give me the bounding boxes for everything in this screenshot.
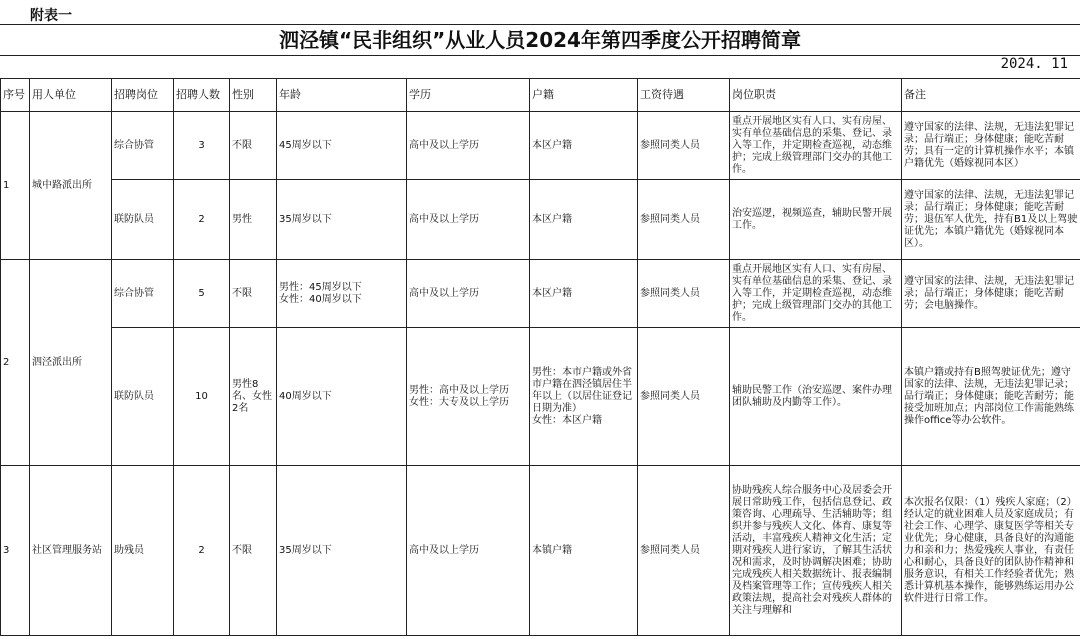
- table-row: [1, 328, 1080, 466]
- row-post: 助残员: [112, 466, 174, 636]
- header-hukou: 户籍: [530, 79, 638, 112]
- row-duty: 协助残疾人综合服务中心及居委会开展日常助残工作，包括信息登记、政策咨询、心理疏导、生活辅助等；组织并参与残疾人文化、体育、康复等活动，丰富残疾人精神文化生活；定期对残疾人进行家访，了解其生活状况和需求，及时协调解决困难；协助完成残疾人相关数据统计、报表编制及档案管理等工作；宣传残疾人相关政策法规，提高社会对残疾人群体的关注与理解和: [730, 466, 902, 636]
- page-title: 泗泾镇“民非组织”从业人员2024年第四季度公开招聘简章: [279, 28, 801, 52]
- divider: [0, 55, 1080, 56]
- row-count: 2: [174, 466, 230, 636]
- row-index: 1: [1, 112, 30, 260]
- row-hukou: 男性：本市户籍或外省市户籍在泗泾镇居住半年以上（以居住证登记日期为准） 女性：本区户籍: [530, 328, 638, 466]
- header-education: 学历: [407, 79, 530, 112]
- table-row: [1, 260, 1080, 328]
- row-note: 本镇户籍或持有B照驾驶证优先；遵守国家的法律、法规，无违法犯罪记录；品行端正；身体健康；能吃苦耐劳；能接受加班加点；内部岗位工作需能熟练操作office等办公软件。: [902, 328, 1080, 466]
- row-salary: 参照同类人员: [638, 112, 730, 180]
- row-post: 联防队员: [112, 180, 174, 260]
- row-duty: 辅助民警工作（治安巡逻、案件办理团队辅助及内勤等工作）。: [730, 328, 902, 466]
- row-education: 高中及以上学历: [407, 112, 530, 180]
- row-count: 3: [174, 112, 230, 180]
- row-count: 5: [174, 260, 230, 328]
- issue-date: 2024. 11: [1000, 56, 1068, 72]
- row-age: 35周岁以下: [277, 180, 407, 260]
- row-hukou: 本区户籍: [530, 112, 638, 180]
- row-gender: 不限: [230, 112, 277, 180]
- row-education: 高中及以上学历: [407, 260, 530, 328]
- row-age: 35周岁以下: [277, 466, 407, 636]
- row-salary: 参照同类人员: [638, 466, 730, 636]
- row-count: 10: [174, 328, 230, 466]
- row-duty: 重点开展地区实有人口、实有房屋、实有单位基础信息的采集、登记、录入等工作，并定期检查巡视，动态维护；完成上级管理部门交办的其他工作。: [730, 112, 902, 180]
- header-duty: 岗位职责: [730, 79, 902, 112]
- row-unit: 社区管理服务站: [30, 466, 112, 636]
- row-index: 3: [1, 466, 30, 636]
- row-education: 男性：高中及以上学历 女性：大专及以上学历: [407, 328, 530, 466]
- header-salary: 工资待遇: [638, 79, 730, 112]
- row-salary: 参照同类人员: [638, 180, 730, 260]
- row-duty: 重点开展地区实有人口、实有房屋、实有单位基础信息的采集、登记、录入等工作，并定期检查巡视，动态维护；完成上级管理部门交办的其他工作。: [730, 260, 902, 328]
- row-salary: 参照同类人员: [638, 328, 730, 466]
- header-age: 年龄: [277, 79, 407, 112]
- row-education: 高中及以上学历: [407, 180, 530, 260]
- row-note: 遵守国家的法律、法规，无违法犯罪记录；品行端正；身体健康；能吃苦耐劳；退伍军人优先，持有B1及以上驾驶证优先；本镇户籍优先（婚嫁视同本区）。: [902, 180, 1080, 260]
- header-post: 招聘岗位: [112, 79, 174, 112]
- header-note: 备注: [902, 79, 1080, 112]
- table-row: [1, 180, 1080, 260]
- row-age: 男性：45周岁以下 女性：40周岁以下: [277, 260, 407, 328]
- row-post: 综合协管: [112, 260, 174, 328]
- appendix-label: 附表一: [30, 8, 72, 24]
- row-note: 遵守国家的法律、法规，无违法犯罪记录；品行端正；身体健康；能吃苦耐劳；具有一定的计算机操作水平；本镇户籍优先（婚嫁视同本区）: [902, 112, 1080, 180]
- row-post: 综合协管: [112, 112, 174, 180]
- row-hukou: 本区户籍: [530, 180, 638, 260]
- table-row: [1, 112, 1080, 180]
- row-gender: 不限: [230, 260, 277, 328]
- row-salary: 参照同类人员: [638, 260, 730, 328]
- row-age: 45周岁以下: [277, 112, 407, 180]
- row-note: 本次报名仅限：（1）残疾人家庭；（2）经认定的就业困难人员及家庭成员；有社会工作、心理学、康复医学等相关专业优先；身心健康，具备良好的沟通能力和亲和力；热爱残疾人事业，有责任心和耐心，具备良好的团队协作精神和服务意识，有相关工作经验者优先；熟悉计算机基本操作，能够熟练运用办公软件进行日常工作。: [902, 466, 1080, 636]
- row-gender: 男性8名、女性2名: [230, 328, 277, 466]
- divider: [0, 24, 1080, 25]
- header-gender: 性别: [230, 79, 277, 112]
- row-gender: 不限: [230, 466, 277, 636]
- header-row: [1, 79, 1080, 112]
- header-count: 招聘人数: [174, 79, 230, 112]
- recruitment-table: [0, 78, 1080, 636]
- row-unit: 泗泾派出所: [30, 260, 112, 466]
- row-gender: 男性: [230, 180, 277, 260]
- row-note: 遵守国家的法律、法规，无违法犯罪记录；品行端正；身体健康；能吃苦耐劳；会电脑操作。: [902, 260, 1080, 328]
- row-education: 高中及以上学历: [407, 466, 530, 636]
- row-unit: 城中路派出所: [30, 112, 112, 260]
- row-post: 联防队员: [112, 328, 174, 466]
- header-unit: 用人单位: [30, 79, 112, 112]
- row-count: 2: [174, 180, 230, 260]
- table-row: [1, 466, 1080, 636]
- row-hukou: 本区户籍: [530, 260, 638, 328]
- row-duty: 治安巡逻，视频巡查，辅助民警开展工作。: [730, 180, 902, 260]
- row-age: 40周岁以下: [277, 328, 407, 466]
- row-hukou: 本镇户籍: [530, 466, 638, 636]
- row-index: 2: [1, 260, 30, 466]
- header-index: 序号: [1, 79, 30, 112]
